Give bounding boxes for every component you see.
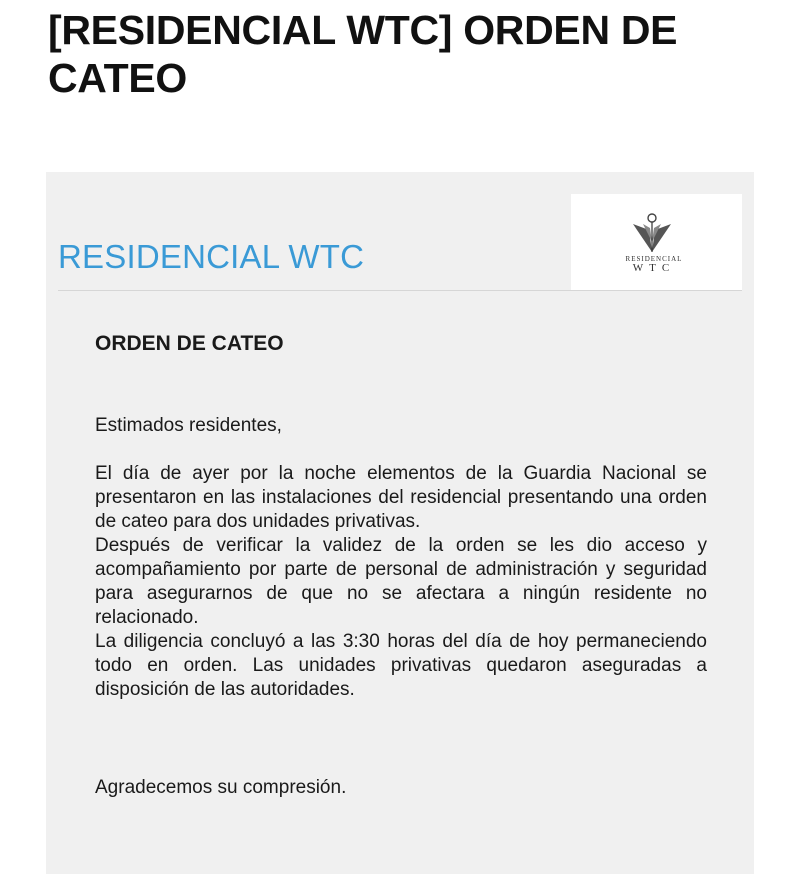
logo-large-text: WTC — [632, 262, 676, 274]
body-paragraph — [95, 462, 707, 702]
logo — [571, 194, 742, 290]
email-body — [95, 332, 707, 800]
closing: Agradecemos su compresión. — [95, 777, 347, 798]
email-heading: ORDEN DE CATEO — [95, 332, 284, 355]
logo-small-text: RESIDENCIAL — [625, 255, 683, 263]
greeting: Estimados residentes, — [95, 415, 282, 436]
body-sentence: La diligencia concluyó a las 3:30 horas del día de hoy permaneciendo todo en orden. Las unidades privativas quedaron aseguradas a disposición de las autoridades. — [95, 631, 707, 700]
brand-name: RESIDENCIAL WTC — [58, 238, 365, 275]
header-divider — [58, 290, 742, 291]
body-sentence: El día de ayer por la noche elementos de la Guardia Nacional se presentaron en las instalaciones del residencial presentando una orden de cateo para dos unidades privativas. — [95, 463, 707, 532]
page-title: [RESIDENCIAL WTC] ORDEN DE CATEO — [48, 7, 678, 101]
email-card — [46, 172, 754, 874]
body-sentence: Después de verificar la validez de la orden se les dio acceso y acompañamiento por parte de personal de administración y seguridad para asegurarnos de que no se afectara a ningún residente no relacionado. — [95, 535, 707, 628]
wtc-crest-icon — [629, 210, 675, 256]
